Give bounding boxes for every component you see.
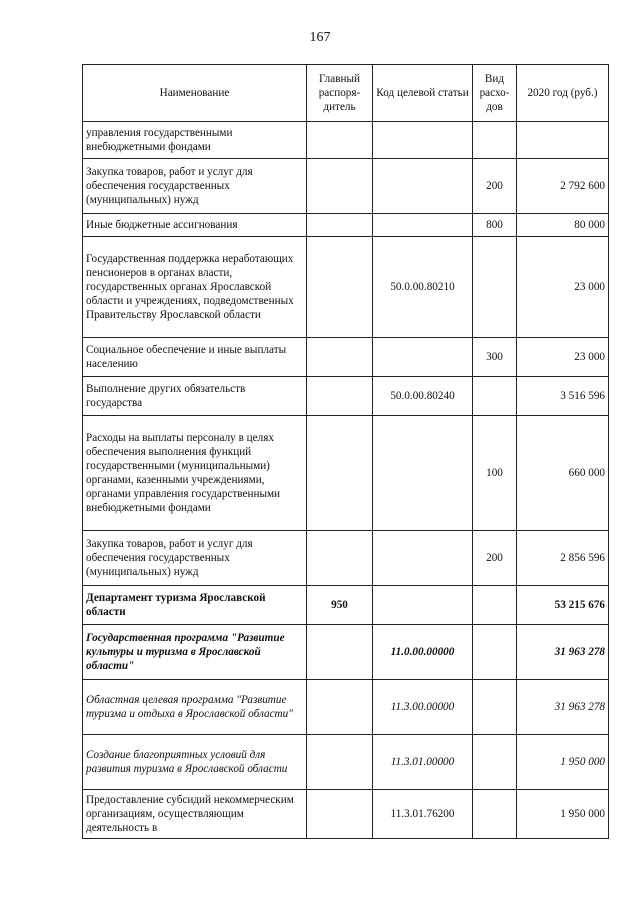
cell-name: Создание благоприятных условий для развития туризма в Ярославской области: [83, 735, 307, 790]
cell-type: [473, 790, 517, 839]
cell-type: [473, 237, 517, 338]
cell-code: [373, 214, 473, 237]
cell-type: 300: [473, 338, 517, 377]
table-row: [83, 625, 609, 680]
table-row: [83, 237, 609, 338]
cell-name: Предоставление субсидий некоммерческим организациям, осуществляющим деятельность в: [83, 790, 307, 839]
cell-name: Социальное обеспечение и иные выплаты населению: [83, 338, 307, 377]
cell-amount: 2 856 596: [517, 531, 609, 586]
cell-name: Департамент туризма Ярославской области: [83, 586, 307, 625]
cell-admin: [307, 159, 373, 214]
cell-name: Иные бюджетные ассигнования: [83, 214, 307, 237]
cell-name: Закупка товаров, работ и услуг для обеспечения государственных (муниципальных) нужд: [83, 531, 307, 586]
cell-code: [373, 122, 473, 159]
cell-amount: 80 000: [517, 214, 609, 237]
cell-admin: 950: [307, 586, 373, 625]
cell-type: [473, 122, 517, 159]
table-row: [83, 531, 609, 586]
cell-code: 50.0.00.80240: [373, 377, 473, 416]
cell-admin: [307, 416, 373, 531]
cell-code: 11.3.00.00000: [373, 680, 473, 735]
cell-amount: 2 792 600: [517, 159, 609, 214]
table-row: [83, 735, 609, 790]
cell-name: Областная целевая программа "Развитие туризма и отдыха в Ярославской области": [83, 680, 307, 735]
cell-name: управления государственными внебюджетными фондами: [83, 122, 307, 159]
cell-code: [373, 531, 473, 586]
cell-type: [473, 377, 517, 416]
table-row: [83, 159, 609, 214]
cell-code: [373, 338, 473, 377]
page-number: 167: [309, 30, 331, 45]
table-row: [83, 214, 609, 237]
column-header-admin: Главный распоря-дитель: [307, 65, 373, 122]
cell-type: 100: [473, 416, 517, 531]
cell-amount: 31 963 278: [517, 625, 609, 680]
table-row: [83, 377, 609, 416]
cell-amount: 3 516 596: [517, 377, 609, 416]
cell-name: Расходы на выплаты персоналу в целях обеспечения выполнения функций государственными (муниципальными) органами, казенными учреждениями, органами управления государственными внебюджетными фондами: [83, 416, 307, 531]
cell-type: [473, 735, 517, 790]
column-header-type: Вид расхо-дов: [473, 65, 517, 122]
table-header-row: [83, 65, 609, 122]
cell-admin: [307, 625, 373, 680]
table-row: [83, 790, 609, 839]
cell-amount: 23 000: [517, 237, 609, 338]
cell-admin: [307, 377, 373, 416]
cell-admin: [307, 214, 373, 237]
cell-admin: [307, 531, 373, 586]
cell-amount: 53 215 676: [517, 586, 609, 625]
cell-type: 200: [473, 531, 517, 586]
cell-code: 11.0.00.00000: [373, 625, 473, 680]
table-row: [83, 122, 609, 159]
column-header-code: Код целевой статьи: [373, 65, 473, 122]
cell-type: [473, 586, 517, 625]
table-row: [83, 416, 609, 531]
cell-code: 11.3.01.76200: [373, 790, 473, 839]
cell-code: 50.0.00.80210: [373, 237, 473, 338]
cell-type: 800: [473, 214, 517, 237]
cell-code: [373, 159, 473, 214]
cell-type: [473, 625, 517, 680]
cell-type: 200: [473, 159, 517, 214]
cell-type: [473, 680, 517, 735]
cell-amount: 1 950 000: [517, 735, 609, 790]
cell-code: [373, 416, 473, 531]
table-row: [83, 680, 609, 735]
cell-name: Выполнение других обязательств государства: [83, 377, 307, 416]
column-header-amount: 2020 год (руб.): [517, 65, 609, 122]
table-row: [83, 338, 609, 377]
table-body: [83, 122, 609, 839]
cell-admin: [307, 680, 373, 735]
cell-amount: 31 963 278: [517, 680, 609, 735]
cell-amount: [517, 122, 609, 159]
cell-amount: 1 950 000: [517, 790, 609, 839]
cell-name: Государственная поддержка неработающих пенсионеров в органах власти, государственных органах Ярославской области и учреждениях, подведомственных Правительству Ярославской области: [83, 237, 307, 338]
cell-code: 11.3.01.00000: [373, 735, 473, 790]
cell-name: Государственная программа "Развитие культуры и туризма в Ярославской области": [83, 625, 307, 680]
cell-name: Закупка товаров, работ и услуг для обеспечения государственных (муниципальных) нужд: [83, 159, 307, 214]
budget-table: [82, 64, 609, 839]
cell-amount: 660 000: [517, 416, 609, 531]
column-header-name: Наименование: [83, 65, 307, 122]
cell-amount: 23 000: [517, 338, 609, 377]
cell-code: [373, 586, 473, 625]
cell-admin: [307, 237, 373, 338]
cell-admin: [307, 735, 373, 790]
table-row: [83, 586, 609, 625]
cell-admin: [307, 338, 373, 377]
cell-admin: [307, 122, 373, 159]
cell-admin: [307, 790, 373, 839]
